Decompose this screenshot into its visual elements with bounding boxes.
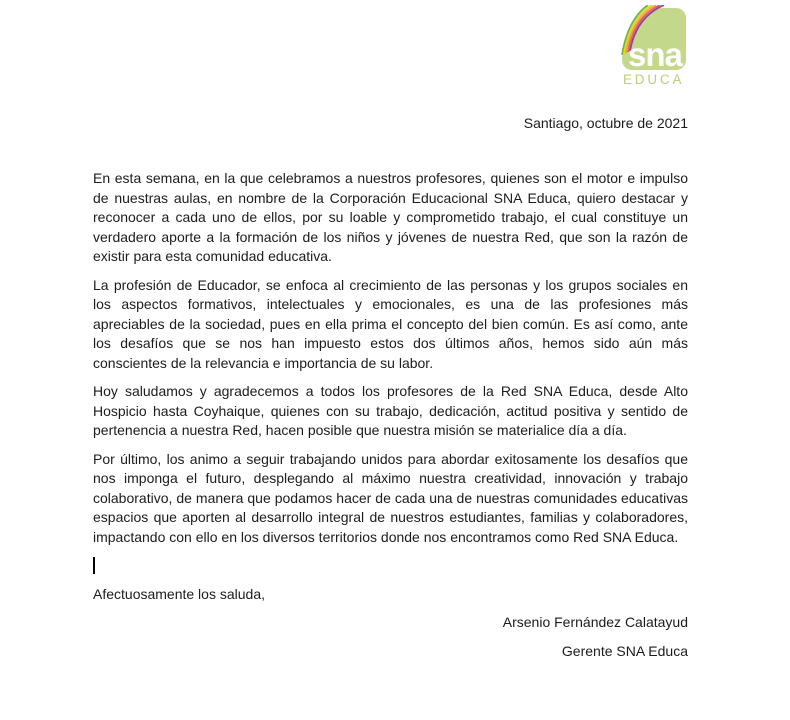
logo-container bbox=[93, 5, 688, 87]
signature-name[interactable]: Arsenio Fernández Calatayud bbox=[502, 614, 688, 630]
letter-paragraph-4[interactable]: Por último, los animo a seguir trabajando unidos para abordar exitosamente los desafíos que nos imponga el futuro, desplegando al máximo nuestra creatividad, innovación y trabajo colaborativo, de manera que podamos hacer de cada una de nuestras comunidades educativas espacios que aporten al desarrollo integral de nuestros estudiantes, familias y colaboradores, impactando con ello en los diversos territorios donde nos encontramos como Red SNA Educa. bbox=[93, 450, 688, 545]
closing-line[interactable]: Afectuosamente los saluda, bbox=[93, 585, 265, 602]
text-cursor bbox=[93, 557, 95, 574]
logo-brand-name: EDUCA bbox=[623, 72, 685, 87]
letter-paragraph-1[interactable]: En esta semana, en la que celebramos a nuestros profesores, quienes son el motor e impulso de nuestras aulas, en nombre de la Corporación Educacional SNA Educa, quiero destacar y reconocer a cada uno de ellos, por su loable y comprometido trabajo, el cual constituye un verdadero aporte a la formación de los niños y jóvenes de nuestra Red, que son la razón de existir para esta comunidad educativa. bbox=[93, 170, 688, 264]
letter-paragraph-3[interactable]: Hoy saludamos y agradecemos a todos los profesores de la Red SNA Educa, desde Alto Hospicio hasta Coyhaique, quienes con su trabajo, dedicación, actitud positiva y sentido de pertenencia a nuestra Red, hacen posible que nuestra misión se materialice día a día. bbox=[93, 383, 688, 438]
empty-paragraph[interactable] bbox=[93, 556, 688, 576]
date-line[interactable]: Santiago, octubre de 2021 bbox=[523, 115, 688, 131]
letter-paragraph-2[interactable]: La profesión de Educador, se enfoca al crecimiento de las personas y los grupos sociales en los aspectos formativos, intelectuales y emocionales, es una de las profesiones más apreciables de la sociedad, pues en ella prima el concepto del bien común. Es así como, ante los desafíos que se nos han impuesto estos dos últimos años, hemos sido aún más conscientes de la relevancia e importancia de su labor. bbox=[93, 276, 688, 371]
signature-title[interactable]: Gerente SNA Educa bbox=[561, 642, 688, 659]
sna-educa-logo bbox=[620, 5, 688, 87]
logo-acronym: sna bbox=[628, 36, 682, 73]
